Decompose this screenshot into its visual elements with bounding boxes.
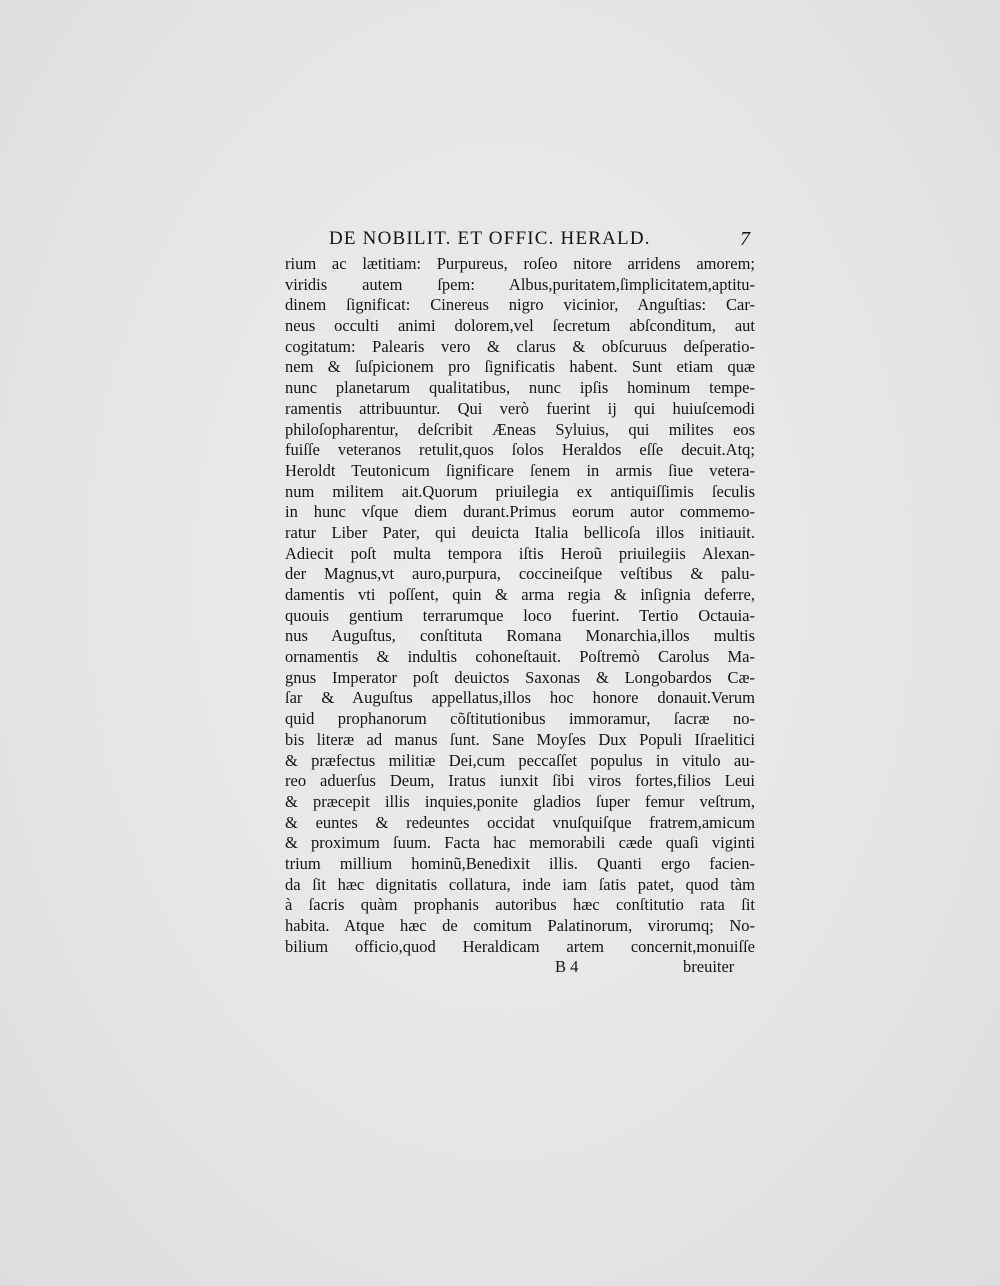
- text-line: trium millium hominũ,Benedixit illis. Quanti ergo facien-: [285, 853, 755, 873]
- text-line: bilium officio,quod Heraldicam artem concernit,monuiſſe: [285, 936, 755, 956]
- text-line: Heroldt Teutonicum ſignificare ſenem in armis ſiue vetera-: [285, 460, 755, 480]
- text-line: & præfectus militiæ Dei,cum peccaſſet populus in vitulo au-: [285, 750, 755, 770]
- text-line: bis literæ ad manus ſunt. Sane Moyſes Dux Populi Iſraelitici: [285, 729, 755, 749]
- text-line: rium ac lætitiam: Purpureus, roſeo nitore arridens amorem;: [285, 254, 755, 273]
- text-line: nunc planetarum qualitatibus, nunc ipſis hominum tempe-: [285, 378, 755, 398]
- body-text: [285, 254, 765, 957]
- text-line: quouis gentium terrarumque loco fuerint. Tertio Octauia-: [285, 605, 755, 625]
- text-line: damentis vti poſſent, quin & arma regia & inſignia deferre,: [285, 585, 755, 604]
- text-line: neus occulti animi dolorem,vel ſecretum abſconditum, aut: [285, 316, 755, 336]
- text-line: ſar & Auguſtus appellatus,illos hoc honore donauit.Verum: [285, 688, 755, 708]
- text-line: fuiſſe veteranos retulit,quos ſolos Heraldos eſſe decuit.Atq;: [285, 440, 755, 460]
- text-line: da ſit hæc dignitatis collatura, inde iam ſatis patet, quod tàm: [285, 874, 755, 894]
- running-head-title: DE NOBILIT. ET OFFIC. HERALD.: [329, 228, 651, 249]
- text-line: dinem ſignificat: Cinereus nigro vicinior, Anguſtias: Car-: [285, 295, 755, 315]
- text-block: [285, 226, 765, 979]
- catchword: breuiter: [683, 957, 735, 977]
- text-line: nus Auguſtus, conſtituta Romana Monarchia,illos multis: [285, 626, 755, 646]
- text-line: philoſopharentur, deſcribit Æneas Syluius, qui milites eos: [285, 419, 755, 439]
- text-line: quid prophanorum cõſtitutionibus immoramur, ſacræ no-: [285, 709, 755, 729]
- text-line: ratur Liber Pater, qui deuicta Italia bellicoſa illos initiauit.: [285, 522, 755, 542]
- text-line: ornamentis & indultis cohoneſtauit. Poſtremò Carolus Ma-: [285, 647, 755, 667]
- text-line: cogitatum: Palearis vero & clarus & obſcuruus deſperatio-: [285, 336, 755, 356]
- text-line: & euntes & redeuntes occidat vnuſquiſque fratrem,amicum: [285, 812, 755, 832]
- page-footer: [285, 957, 765, 979]
- text-line: reo aduerſus Deum, Iratus iunxit ſibi viros fortes,filios Leui: [285, 771, 755, 791]
- text-line: ramentis attribuuntur. Qui verò fuerint ij qui huiuſcemodi: [285, 398, 755, 418]
- text-line: Adiecit poſt multa tempora iſtis Heroũ priuilegiis Alexan-: [285, 543, 755, 563]
- text-line: & proximum ſuum. Facta hac memorabili cæde quaſi viginti: [285, 833, 755, 853]
- text-line: der Magnus,vt auro,purpura, coccineiſque veſtibus & palu-: [285, 564, 755, 584]
- signature-mark: B 4: [555, 957, 579, 977]
- text-line: in hunc vſque diem durant.Primus eorum autor commemo-: [285, 502, 755, 522]
- text-line: viridis autem ſpem: Albus,puritatem,ſimplicitatem,aptitu-: [285, 274, 755, 294]
- text-line: habita. Atque hæc de comitum Palatinorum, virorumq; No-: [285, 916, 755, 935]
- text-line: num militem ait.Quorum priuilegia ex antiquiſſimis ſeculis: [285, 481, 755, 501]
- running-head: [285, 226, 765, 254]
- text-line: & præcepit illis inquies,ponite gladios ſuper femur veſtrum,: [285, 791, 755, 811]
- text-line: nem & ſuſpicionem pro ſignificatis habent. Sunt etiam quæ: [285, 357, 755, 377]
- page-number: 7: [740, 228, 752, 250]
- text-line: à ſacris quàm prophanis autoribus hæc conſtitutio rata ſit: [285, 895, 755, 915]
- text-line: gnus Imperator poſt deuictos Saxonas & Longobardos Cæ-: [285, 667, 755, 687]
